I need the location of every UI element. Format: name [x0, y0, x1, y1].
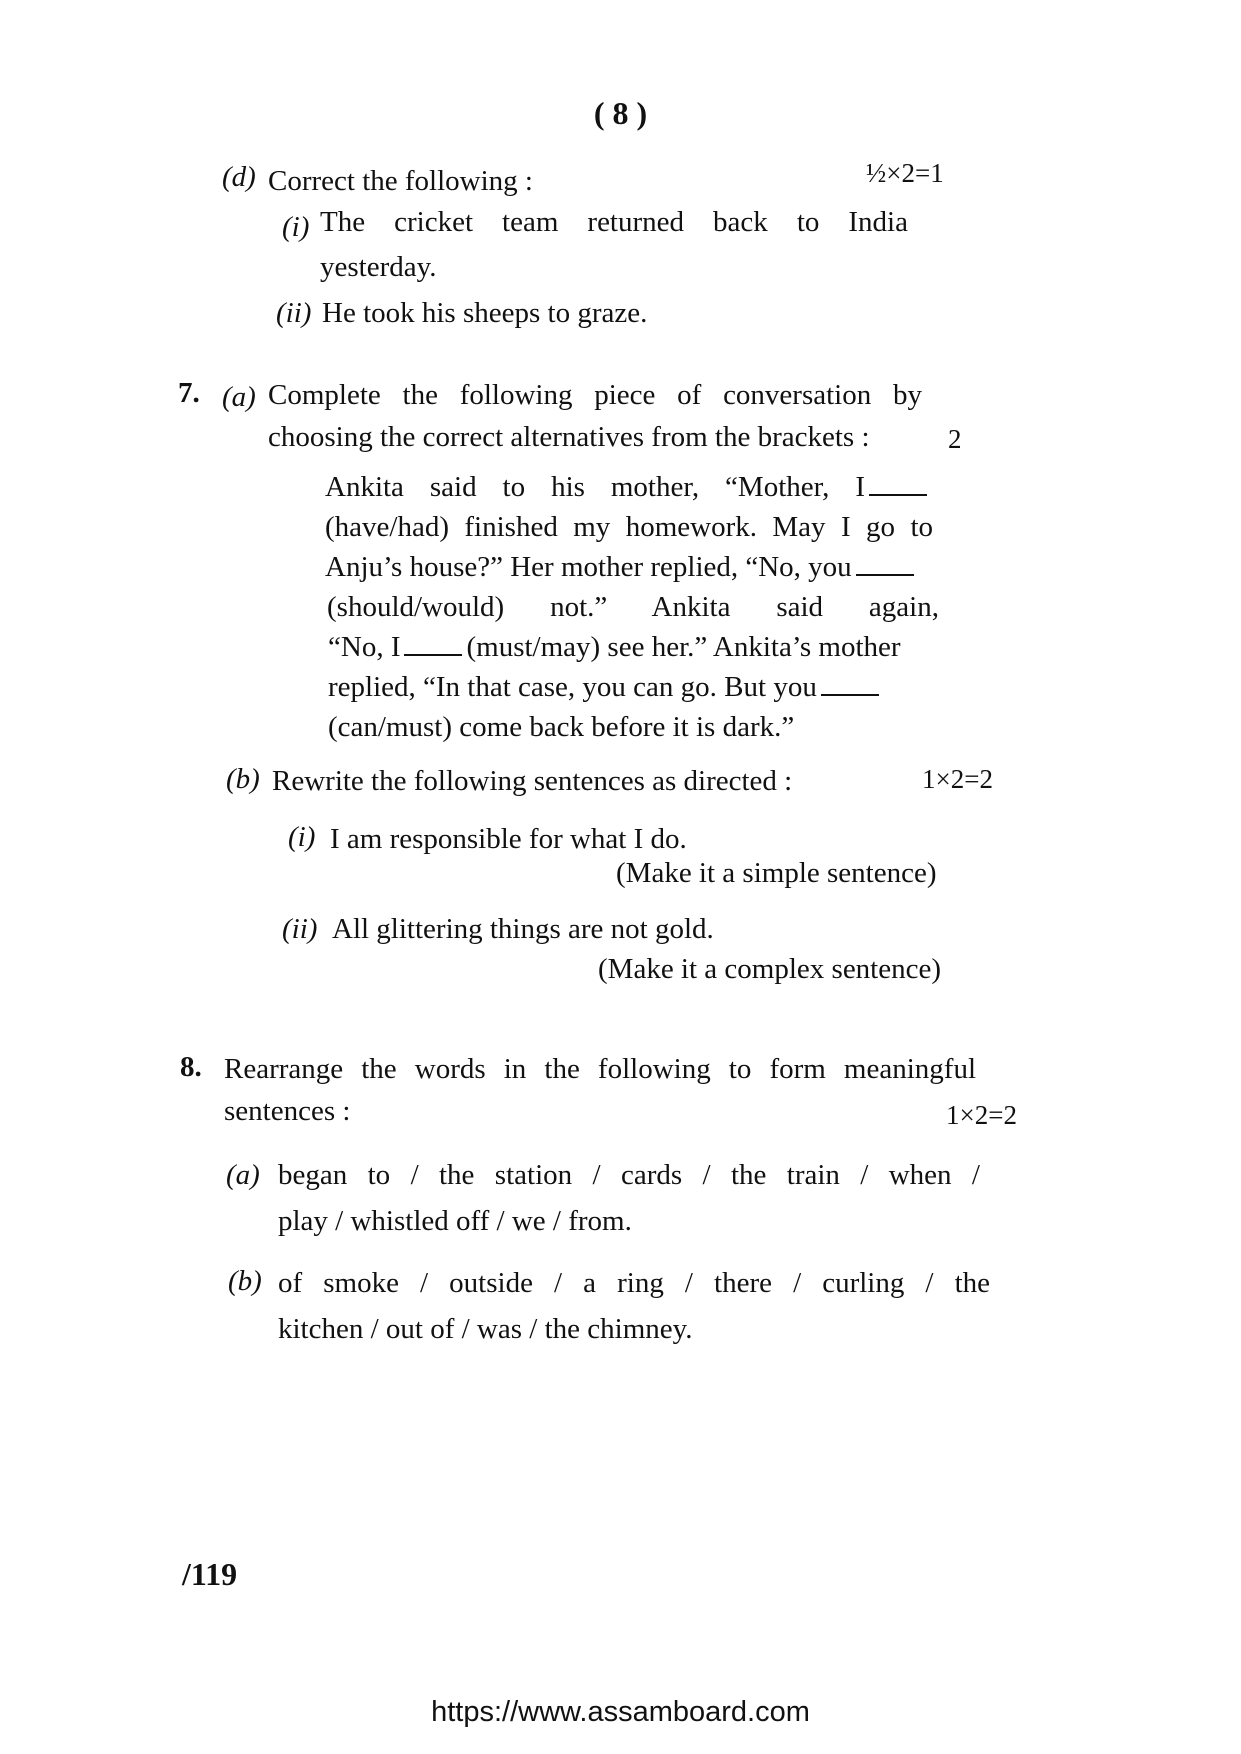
q7a-line1: Complete the following piece of conversation by: [268, 379, 922, 411]
passage-text: “No, I: [328, 631, 401, 663]
q7a-passage-line2: (have/had) finished my homework. May I go to: [325, 511, 933, 543]
q7b-label: (b): [226, 763, 260, 795]
q6d-item-ii-text: He took his sheeps to graze.: [322, 297, 648, 329]
answer-blank: [404, 653, 462, 656]
q7a-passage-line7: (can/must) come back before it is dark.”: [328, 711, 795, 743]
passage-text: (must/may) see her.” Ankita’s mother: [466, 631, 901, 663]
q7a-marks: 2: [948, 424, 962, 454]
q7b-item-ii-label: (ii): [282, 913, 318, 945]
q6d-item-i-line1: The cricket team returned back to India: [320, 206, 908, 238]
q8-line2: sentences :: [224, 1095, 351, 1127]
q7b-item-i-label: (i): [288, 821, 316, 853]
q8a-line2: play / whistled off / we / from.: [278, 1205, 632, 1237]
q6d-item-i-label: (i): [282, 211, 310, 243]
q8b-label: (b): [228, 1265, 262, 1297]
q8-marks: 1×2=2: [946, 1100, 1017, 1130]
footer-url[interactable]: https://www.assamboard.com: [431, 1696, 810, 1728]
q8a-line1: began to / the station / cards / the train / when /: [278, 1159, 980, 1191]
q6d-instruction: Correct the following :: [268, 165, 533, 197]
q8-number: 8.: [180, 1051, 202, 1083]
q8b-line2: kitchen / out of / was / the chimney.: [278, 1313, 693, 1345]
q7b-item-ii-text: All glittering things are not gold.: [332, 913, 714, 945]
q7a-passage-line5: [328, 630, 901, 665]
q7b-item-i-text: I am responsible for what I do.: [330, 823, 687, 855]
q7a-label: (a): [222, 381, 256, 413]
q7-number: 7.: [178, 377, 200, 409]
answer-blank: [821, 693, 879, 696]
q6d-item-i-line2: yesterday.: [320, 251, 437, 283]
q7a-passage-line3: [325, 550, 918, 585]
answer-blank: [856, 573, 914, 576]
q7a-passage-line1: [325, 470, 931, 505]
q7a-line2: choosing the correct alternatives from the brackets :: [268, 421, 870, 453]
q7b-instruction: Rewrite the following sentences as directed :: [272, 765, 793, 797]
q7a-passage-line4: (should/would) not.” Ankita said again,: [327, 591, 939, 623]
q6d-marks: ½×2=1: [866, 158, 944, 188]
q8a-label: (a): [226, 1159, 260, 1191]
passage-text: replied, “In that case, you can go. But you: [328, 671, 817, 703]
q7b-item-ii-direction: (Make it a complex sentence): [598, 953, 942, 985]
page-number: ( 8 ): [593, 95, 648, 131]
q8b-line1: of smoke / outside / a ring / there / curling / the: [278, 1267, 990, 1299]
q7a-passage-line6: [328, 670, 883, 705]
q7b-marks: 1×2=2: [922, 764, 993, 794]
q6d-label: (d): [222, 161, 256, 193]
q8-line1: Rearrange the words in the following to form meaningful: [224, 1053, 976, 1085]
paper-code: /119: [182, 1556, 238, 1592]
passage-text: Ankita said to his mother, “Mother, I: [325, 471, 865, 503]
q7b-item-i-direction: (Make it a simple sentence): [616, 857, 937, 889]
answer-blank: [869, 493, 927, 496]
q6d-item-ii-label: (ii): [276, 297, 312, 329]
passage-text: Anju’s house?” Her mother replied, “No, you: [325, 551, 852, 583]
